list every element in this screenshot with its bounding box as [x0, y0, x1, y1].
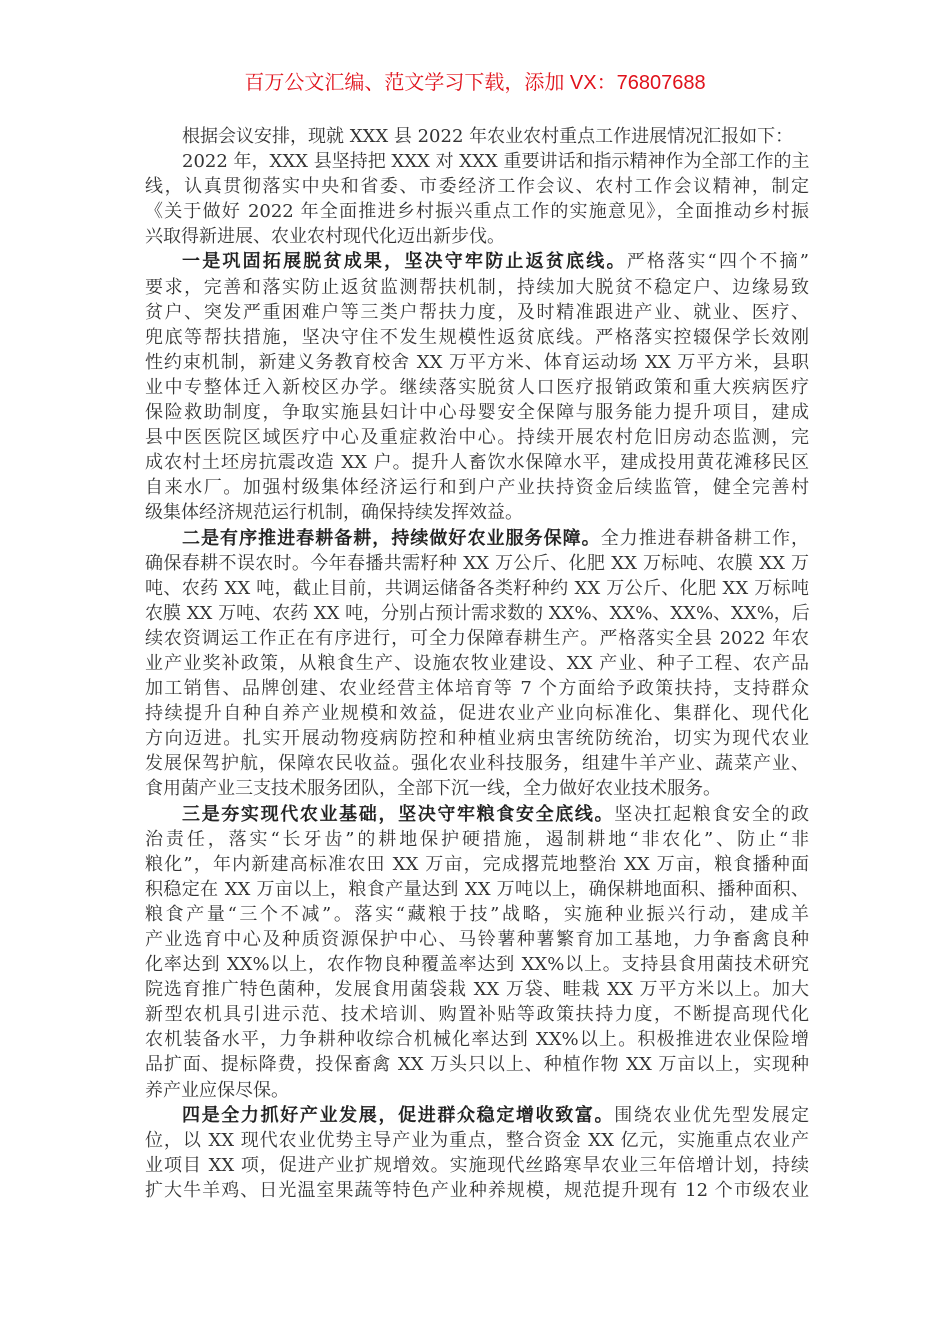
- text-line: 贫户、突发严重困难户等三类户帮扶力度，及时精准跟进产业、就业、医疗、: [145, 301, 809, 323]
- text-line: 级集体经济规范运行机制，确保持续发挥效益。: [145, 502, 523, 524]
- watermark-header: 百万公文汇编、范文学习下载，添加 VX：76807688: [244, 72, 706, 94]
- text-line: [145, 1103, 809, 1128]
- section-text: 严格落实“四个不摘”: [626, 251, 810, 273]
- text-line: [145, 802, 809, 827]
- text-line: 新型农机具引进示范、技术培训、购置补贴等政策扶持力度，不断提高现代化: [145, 1004, 809, 1026]
- text-line: 成农村土坯房抗震改造 XX 户。提升人畜饮水保障水平，建成投用黄花滩移民区: [145, 452, 809, 474]
- text-line: 品扩面、提标降费，投保畜禽 XX 万头只以上、种植作物 XX 万亩以上，实现种: [145, 1054, 809, 1076]
- text-line: 粮食产量“三个不减”。落实“藏粮于技”战略，实施种业振兴行动，建成羊: [145, 903, 809, 925]
- paragraph-overview: [145, 149, 809, 249]
- text-line: 业项目 XX 项，促进产业扩规增效。实施现代丝路寒旱农业三年倍增计划，持续: [145, 1154, 809, 1176]
- text-line: 产业选育中心及种质资源保护中心、马铃薯种薯繁育加工基地，力争畜禽良种: [145, 929, 809, 950]
- text-line: 扩大牛羊鸡、日光温室果蔬等特色产业种养规模，规范提升现有 12 个市级农业: [145, 1179, 809, 1201]
- section-text: 围绕农业优先型发展定: [614, 1104, 810, 1126]
- text-line: 发展保驾护航，保障农民收益。强化农业科技服务，组建牛羊产业、蔬菜产业、: [145, 753, 809, 775]
- text-line: 保险救助制度，争取实施县妇计中心母婴安全保障与服务能力提升项目，建成: [145, 402, 809, 424]
- text-line: 兴取得新进展、农业农村现代化迈出新步伐。: [145, 226, 505, 248]
- text-line: 2022 年，XXX 县坚持把 XXX 对 XXX 重要讲话和指示精神作为全部工作的主: [182, 151, 810, 173]
- section-heading: 一是巩固拓展脱贫成果，坚决守牢防止返贫底线。: [182, 251, 627, 273]
- section-heading: 四是全力抓好产业发展，促进群众稳定增收致富。: [182, 1104, 615, 1126]
- text-line: 位，以 XX 现代农业优势主导产业为重点，整合资金 XX 亿元，实施重点农业产: [145, 1129, 809, 1151]
- paragraph-section-2: [145, 526, 809, 802]
- text-line: 线，认真贯彻落实中央和省委、市委经济工作会议、农村工作会议精神，制定: [145, 176, 809, 198]
- text-line: 积稳定在 XX 万亩以上，粮食产量达到 XX 万吨以上，确保耕地面积、播种面积、: [145, 878, 809, 900]
- text-line: 院选育推广特色菌种，发展食用菌袋栽 XX 万袋、畦栽 XX 万平方米以上。加大: [145, 979, 809, 1001]
- section-text: 全力推进春耕备耕工作，: [600, 527, 809, 549]
- text-line: 养产业应保尽保。: [145, 1079, 289, 1101]
- sections: [145, 249, 809, 1203]
- text-line: [145, 249, 809, 274]
- text-line: 化率达到 XX%以上，农作物良种覆盖率达到 XX%以上。支持县食用菌技术研究: [145, 954, 809, 976]
- text-line: 要求，完善和落实防止返贫监测帮扶机制，持续加大脱贫不稳定户、边缘易致: [145, 276, 809, 298]
- text-line: 业产业奖补政策，从粮食生产、设施农牧业建设、XX 产业、种子工程、农产品: [145, 652, 809, 674]
- text-line: 县中医医院区域医疗中心及重症救治中心。持续开展农村危旧房动态监测，完: [145, 427, 809, 449]
- text-line: 性约束机制，新建义务教育校舍 XX 万平方米、体育运动场 XX 万平方米，县职: [145, 351, 809, 373]
- text-line: 兜底等帮扶措施，坚决守住不发生规模性返贫底线。严格落实控辍保学长效刚: [145, 326, 809, 348]
- text-line: 农机装备水平，力争耕种收综合机械化率达到 XX%以上。积极推进农业保险增: [145, 1029, 809, 1051]
- text-line: 农膜 XX 万吨、农药 XX 吨，分别占预计需求数的 XX%、XX%、XX%、XX%，后: [145, 602, 810, 624]
- text-line: 续农资调运工作正在有序进行，可全力保障春耕生产。严格落实全县 2022 年农: [145, 627, 809, 649]
- text-line: 持续提升自种自养产业规模和效益，促进农业产业向标准化、集群化、现代化: [145, 703, 809, 725]
- paragraph-section-1: [145, 249, 809, 525]
- document-body: [145, 124, 809, 1203]
- text-line: 业中专整体迁入新校区办学。继续落实脱贫人口医疗报销政策和重大疾病医疗: [145, 376, 809, 398]
- section-heading: 二是有序推进春耕备耕，持续做好农业服务保障。: [182, 527, 601, 549]
- section-text: 坚决扛起粮食安全的政: [614, 803, 810, 825]
- paragraph-intro: [145, 124, 809, 149]
- paragraph-section-4: [145, 1103, 809, 1203]
- text-line: 吨、农药 XX 吨，截止目前，共调运储备各类籽种约 XX 万公斤、化肥 XX 万标吨: [145, 577, 809, 599]
- text-line: [145, 526, 809, 551]
- text-line: 加工销售、品牌创建、农业经营主体培育等 7 个方面给予政策扶持，支持群众: [145, 678, 809, 700]
- section-heading: 三是夯实现代农业基础，坚决守牢粮食安全底线。: [182, 803, 615, 825]
- paragraph-section-3: [145, 802, 809, 1103]
- text-line: 粮化”，年内新建高标准农田 XX 万亩，完成撂荒地整治 XX 万亩，粮食播种面: [145, 853, 809, 875]
- text-line: 确保春耕不误农时。今年春播共需籽种 XX 万公斤、化肥 XX 万标吨、农膜 XX 万: [145, 552, 809, 574]
- text-line: 治责任，落实“长牙齿”的耕地保护硬措施，遏制耕地“非农化”、防止“非: [145, 828, 809, 850]
- text-line: 食用菌产业三支技术服务团队，全部下沉一线，全力做好农业技术服务。: [145, 778, 721, 800]
- text-line: 方向迈进。扎实开展动物疫病防控和种植业病虫害统防统治，切实为现代农业: [145, 728, 809, 750]
- text-line: 根据会议安排，现就 XXX 县 2022 年农业农村重点工作进展情况汇报如下：: [182, 126, 794, 147]
- text-line: 《关于做好 2022 年全面推进乡村振兴重点工作的实施意见》，全面推动乡村振: [145, 201, 809, 223]
- text-line: 自来水厂。加强村级集体经济运行和到户产业扶持资金后续监管，健全完善村: [145, 477, 809, 499]
